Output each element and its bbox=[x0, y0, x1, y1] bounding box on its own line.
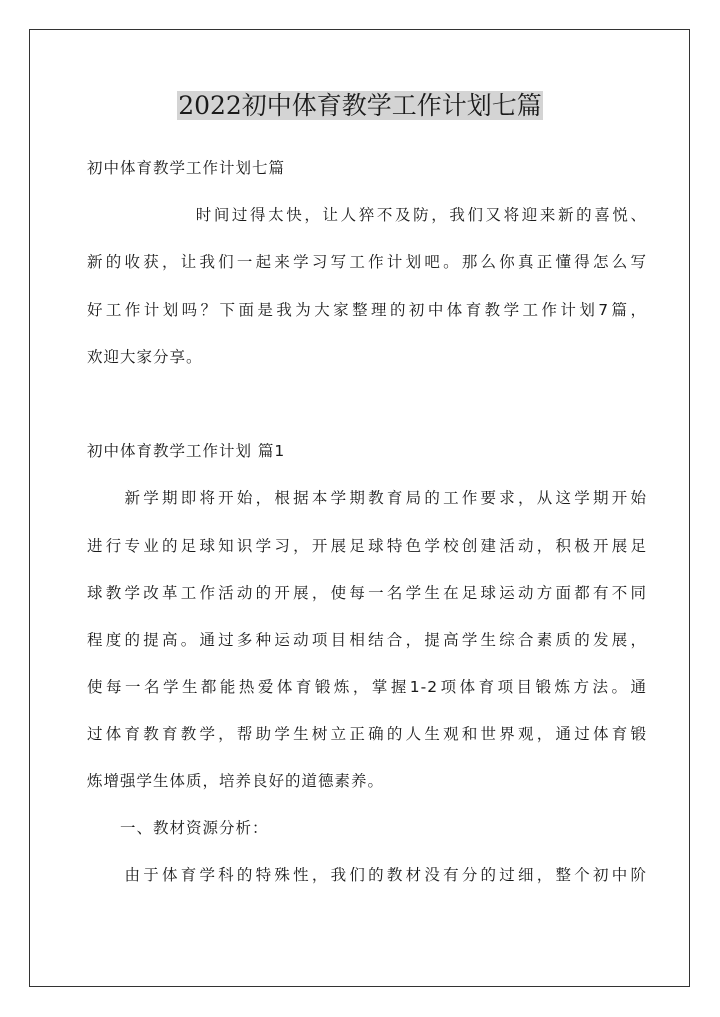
intro-line-1: 时间过得太快，让人猝不及防，我们又将迎来新的喜悦、 bbox=[87, 206, 647, 224]
body-line-5: 使每一名学生都能热爱体育锻炼，掌握1-2项体育项目锻炼方法。通 bbox=[87, 678, 647, 696]
intro-line-4: 欢迎大家分享。 bbox=[87, 348, 203, 366]
intro-line-3: 好工作计划吗？下面是我为大家整理的初中体育教学工作计划7篇， bbox=[87, 301, 647, 319]
intro-line-2: 新的收获，让我们一起来学习写工作计划吧。那么你真正懂得怎么写 bbox=[87, 253, 647, 271]
document-title bbox=[0, 88, 720, 124]
document-title-text: 2022初中体育教学工作计划七篇 bbox=[178, 91, 542, 120]
subsection-heading: 一、教材资源分析： bbox=[87, 819, 269, 837]
body-line-1: 新学期即将开始，根据本学期教育局的工作要求，从这学期开始 bbox=[87, 489, 647, 507]
body-line-3: 球教学改革工作活动的开展，使每一名学生在足球运动方面都有不同 bbox=[87, 584, 647, 602]
body-line-9: 由于体育学科的特殊性，我们的教材没有分的过细，整个初中阶 bbox=[87, 866, 647, 884]
document-subtitle: 初中体育教学工作计划七篇 bbox=[87, 159, 286, 177]
section-heading: 初中体育教学工作计划 篇1 bbox=[87, 442, 286, 460]
body-line-2: 进行专业的足球知识学习，开展足球特色学校创建活动，积极开展足 bbox=[87, 537, 647, 555]
body-line-4: 程度的提高。通过多种运动项目相结合，提高学生综合素质的发展， bbox=[87, 631, 647, 649]
body-line-6: 过体育教育教学，帮助学生树立正确的人生观和世界观，通过体育锻 bbox=[87, 725, 647, 743]
body-line-7: 炼增强学生体质，培养良好的道德素养。 bbox=[87, 772, 385, 790]
